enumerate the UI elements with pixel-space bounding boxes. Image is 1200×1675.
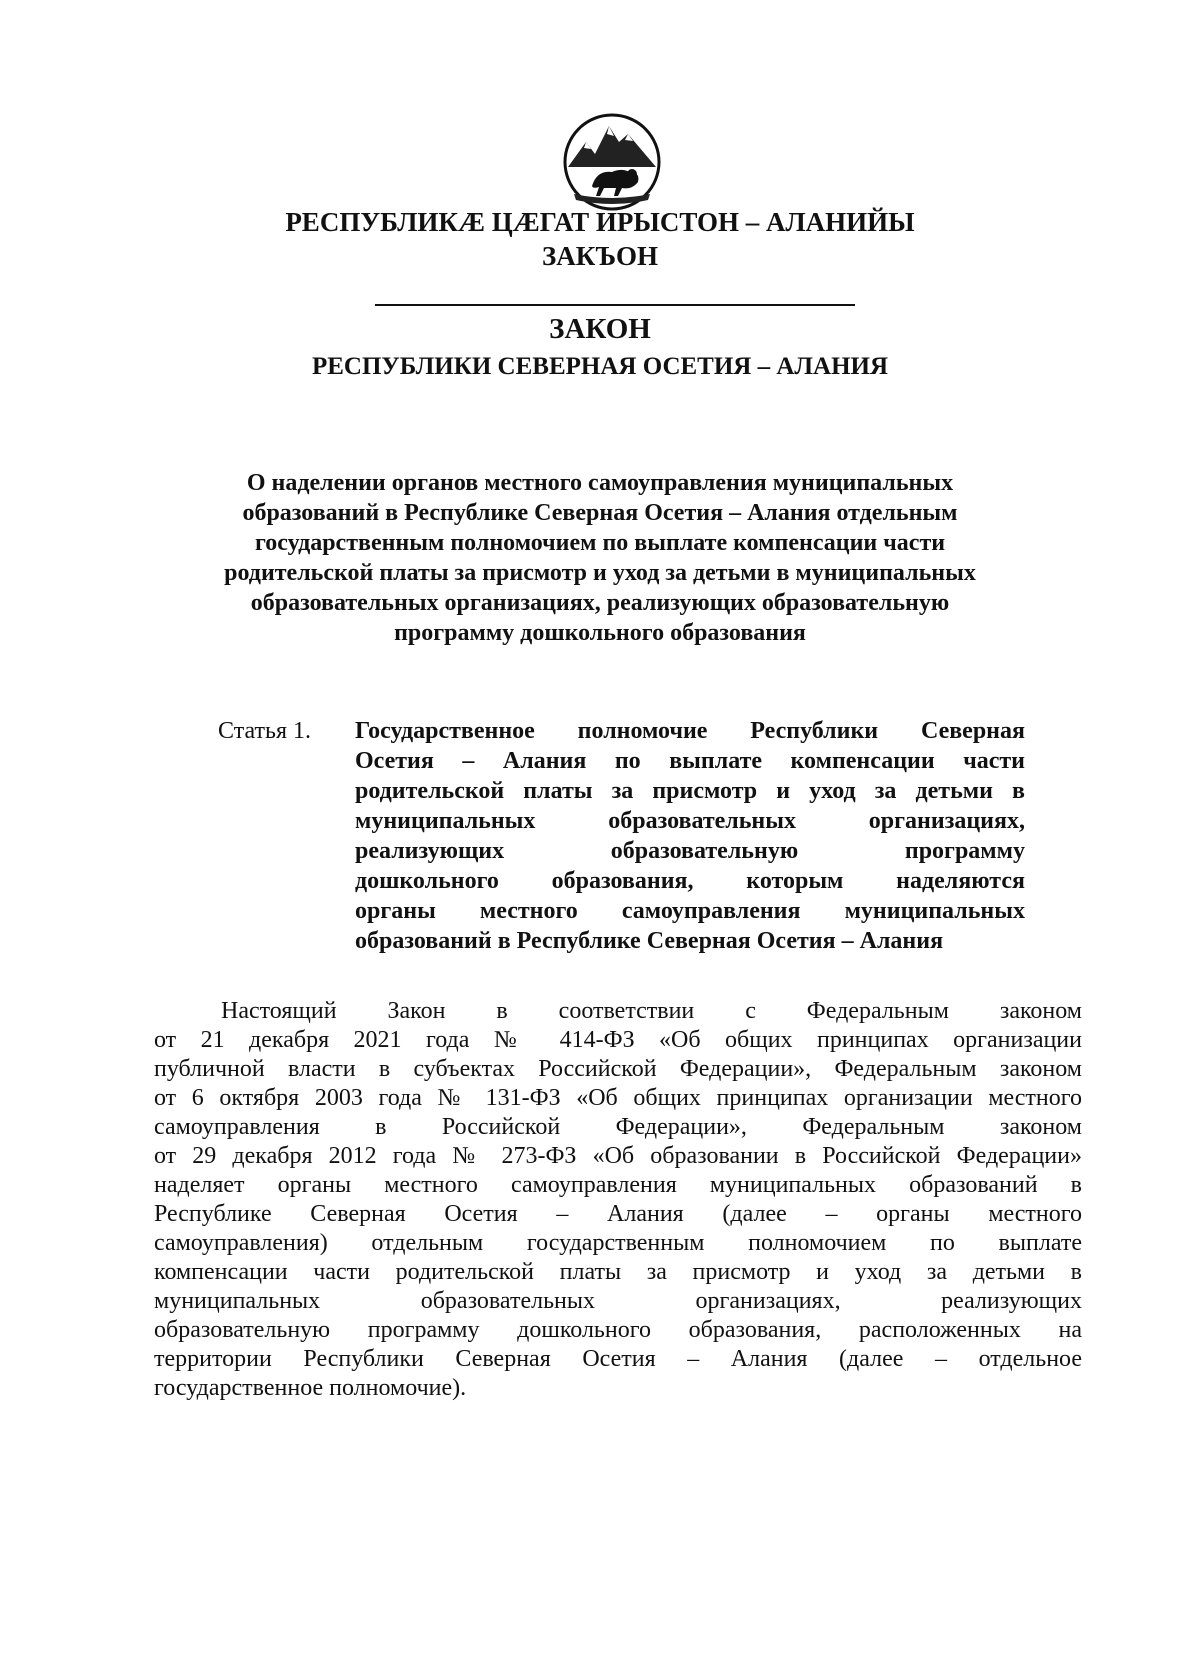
heading-line: образований в Республике Северная Осетия – Алания отдельным — [242, 500, 958, 526]
body-line: Республике Северная Осетия – Алания (далее – органы местного — [154, 1201, 1082, 1227]
ossetian-law-word: ЗАКЪОН — [542, 241, 658, 271]
body-line: компенсации части родительской платы за присмотр и уход за детьми в — [154, 1259, 1082, 1285]
law-heading — [160, 468, 1040, 648]
heading-line: О наделении органов местного самоуправления муниципальных — [246, 470, 954, 496]
body-line: территории Республики Северная Осетия – Алания (далее – отдельное — [154, 1346, 1082, 1372]
russian-title — [0, 310, 1200, 386]
heading-line: образовательных организациях, реализующих образовательную — [250, 590, 950, 616]
body-line: государственное полномочие). — [154, 1375, 467, 1401]
article-title-line: дошкольного образования, которым наделяются — [355, 868, 1025, 894]
body-line: от 6 октября 2003 года № 131-ФЗ «Об общих принципах организации местного — [154, 1085, 1082, 1111]
title-divider — [375, 304, 855, 306]
article-label: Статья 1. — [218, 718, 311, 744]
body-paragraph — [154, 997, 1082, 1403]
body-line: от 29 декабря 2012 года № 273-ФЗ «Об образовании в Российской Федерации» — [154, 1143, 1082, 1169]
body-line: публичной власти в субъектах Российской Федерации», Федеральным законом — [154, 1056, 1082, 1082]
ossetian-republic-name: РЕСПУБЛИКӔ ЦӔГАТ ИРЫСТОН – АЛАНИЙЫ — [285, 207, 915, 237]
article-title-line: Осетия – Алания по выплате компенсации части — [355, 748, 1025, 774]
body-line: образовательную программу дошкольного образования, расположенных на — [154, 1317, 1082, 1343]
article-title-line: реализующих образовательную программу — [355, 838, 1025, 864]
north-ossetia-coat-of-arms-icon — [561, 112, 663, 212]
body-line: самоуправления) отдельным государственным полномочием по выплате — [154, 1230, 1082, 1256]
article-title-line: родительской платы за присмотр и уход за детьми в — [355, 778, 1025, 804]
article-title-line: образований в Республике Северная Осетия – Алания — [355, 928, 944, 954]
body-line: самоуправления в Российской Федерации», Федеральным законом — [154, 1114, 1082, 1140]
russian-republic-name: РЕСПУБЛИКИ СЕВЕРНАЯ ОСЕТИЯ – АЛАНИЯ — [311, 353, 889, 380]
body-line: наделяет органы местного самоуправления муниципальных образований в — [154, 1172, 1082, 1198]
ossetian-title — [0, 205, 1200, 273]
heading-line: родительской платы за присмотр и уход за детьми в муниципальных — [224, 560, 976, 586]
heading-line: государственным полномочием по выплате компенсации части — [254, 530, 946, 556]
article-title-line: Государственное полномочие Республики Северная — [355, 718, 1025, 744]
russian-law-word: ЗАКОН — [549, 313, 651, 345]
article-title-line: органы местного самоуправления муниципальных — [355, 898, 1025, 924]
body-line: Настоящий Закон в соответствии с Федеральным законом — [221, 998, 1082, 1024]
body-line: от 21 декабря 2021 года № 414-ФЗ «Об общих принципах организации — [154, 1027, 1082, 1053]
article-title — [355, 716, 1025, 956]
article-title-line: муниципальных образовательных организациях, — [355, 808, 1025, 834]
heading-line: программу дошкольного образования — [394, 620, 806, 646]
body-line: муниципальных образовательных организациях, реализующих — [154, 1288, 1082, 1314]
